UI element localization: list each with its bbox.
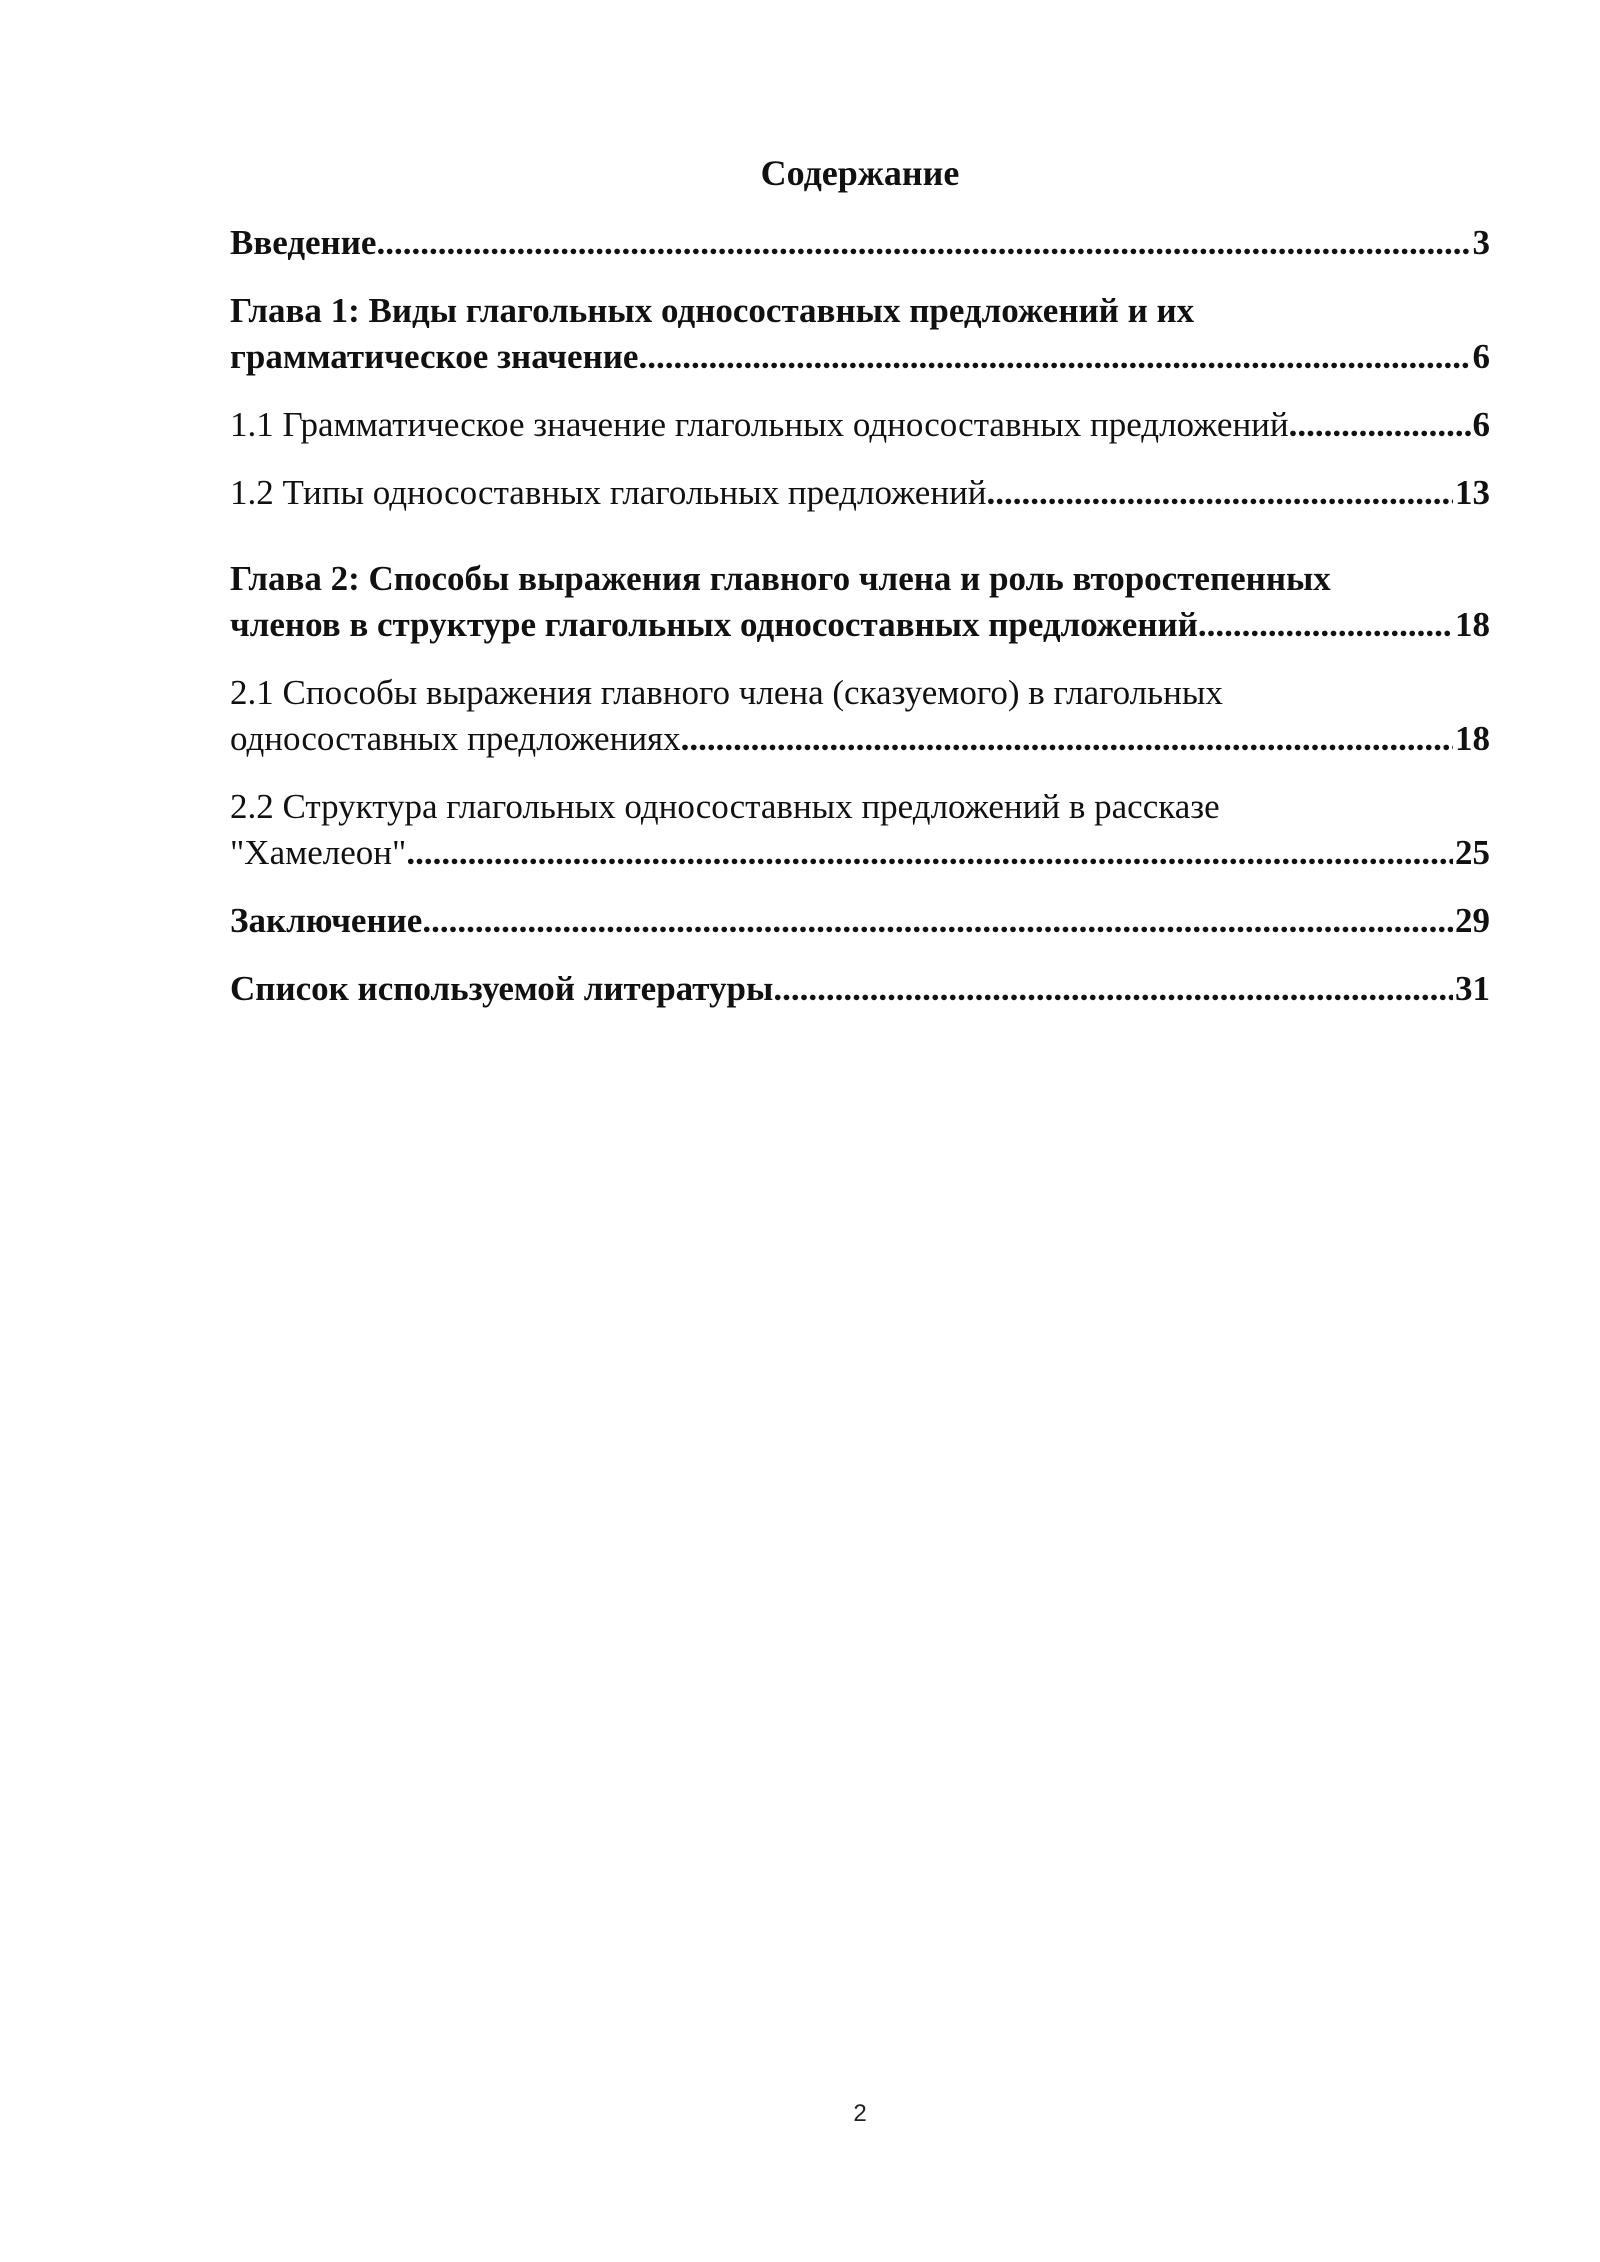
toc-entry-page: 25 (1455, 833, 1490, 872)
dot-leader (1198, 602, 1453, 648)
toc-entry-label-line-1: Глава 2: Способы выражения главного члена и роль второстепенных (230, 559, 1331, 598)
dot-leader (406, 830, 1453, 876)
toc-entry-conclusion[interactable] (230, 898, 1490, 944)
toc-entry-bibliography[interactable] (230, 966, 1490, 1012)
toc-entry-section-1-1[interactable] (230, 402, 1490, 448)
toc-entry-label: односоставных предложениях (230, 719, 681, 758)
toc-entry-page: 18 (1455, 719, 1490, 758)
toc-entry-label: Введение (230, 223, 377, 262)
toc-entry-section-1-2[interactable] (230, 470, 1490, 516)
toc-entry-page: 6 (1472, 337, 1490, 376)
dot-leader (987, 470, 1453, 516)
toc-entry-label: "Хамелеон" (230, 833, 407, 872)
toc-entry-label: грамматическое значение (230, 337, 639, 376)
dot-leader (638, 334, 1470, 380)
toc-entry-page: 13 (1455, 473, 1490, 512)
toc-entry-page: 6 (1472, 405, 1490, 444)
toc-entry-chapter-2[interactable] (230, 556, 1490, 648)
dot-leader (1289, 402, 1471, 448)
toc-entry-label: Список используемой литературы (230, 969, 774, 1008)
toc-entry-page: 29 (1455, 901, 1490, 940)
toc-entry-label: 1.1 Грамматическое значение глагольных односоставных предложений (230, 405, 1289, 444)
toc-entry-section-2-1[interactable] (230, 670, 1490, 762)
dot-leader (422, 898, 1453, 944)
toc-entry-label-line-1: Глава 1: Виды глагольных односоставных предложений и их (230, 291, 1195, 330)
toc-entry-page: 31 (1455, 969, 1490, 1008)
toc-entry-page: 3 (1472, 223, 1490, 262)
toc-entry-label: членов в структуре глагольных односоставных предложений (230, 605, 1198, 644)
toc-entry-label: 1.2 Типы односоставных глагольных предложений (230, 473, 987, 512)
toc-entry-label-line-1: 2.1 Способы выражения главного члена (сказуемого) в глагольных (230, 673, 1223, 712)
page-number: 2 (853, 2100, 867, 2127)
toc-entry-chapter-1[interactable] (230, 288, 1490, 380)
dot-leader (681, 716, 1453, 762)
toc-entry-section-2-2[interactable] (230, 784, 1490, 876)
table-of-contents (230, 220, 1490, 1034)
toc-entry-label: Заключение (230, 901, 423, 940)
toc-entry-label-line-1: 2.2 Структура глагольных односоставных предложений в рассказе (230, 787, 1220, 826)
dot-leader (773, 966, 1453, 1012)
toc-title: Содержание (760, 153, 960, 193)
toc-entry-page: 18 (1455, 605, 1490, 644)
toc-entry-introduction[interactable] (230, 220, 1490, 266)
dot-leader (376, 220, 1470, 266)
